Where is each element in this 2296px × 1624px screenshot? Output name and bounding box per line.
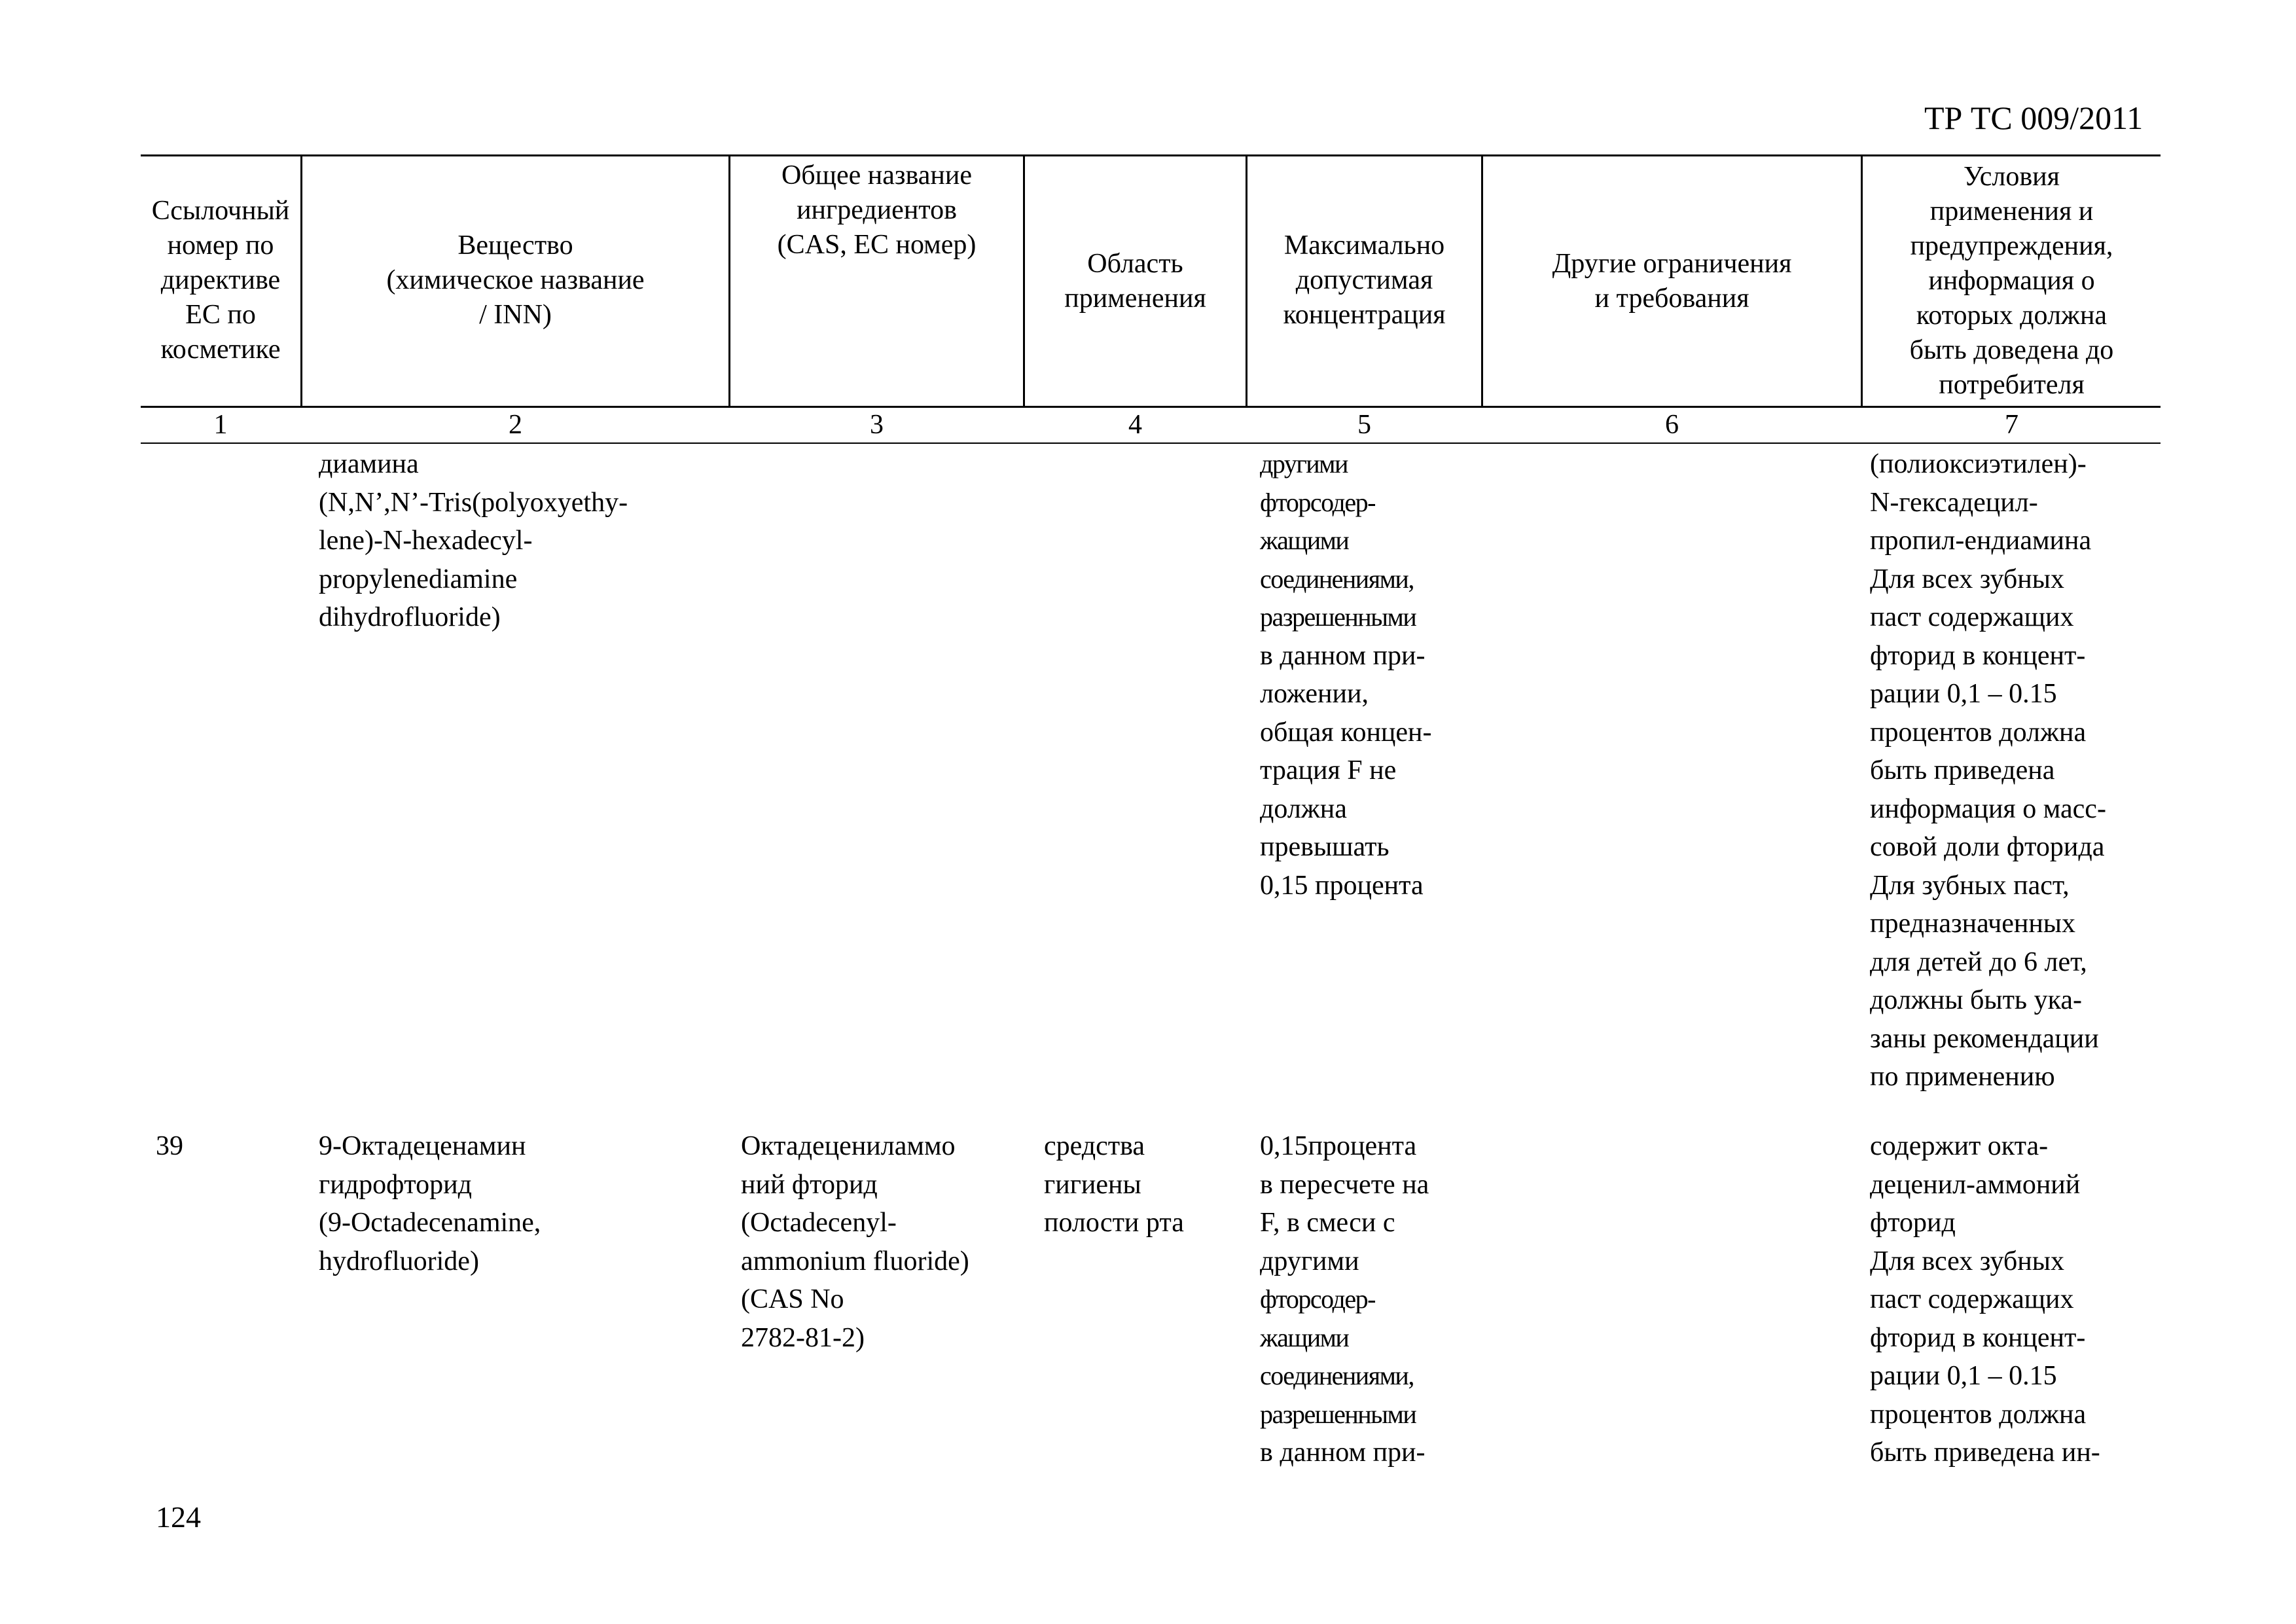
conditions-cell: содержит окта- деценил-аммоний фторид Для всех зубных паст содержащих фторид в концент- рации 0,1 – 0.15 процентов должна быть приведена ин- (1870, 1131, 2100, 1468)
column-number: 5 (1357, 410, 1371, 440)
header-reference-number: Ссылочный номер по директиве ЕС по косметике (151, 195, 290, 365)
column-number: 1 (213, 410, 228, 440)
column-number: 2 (509, 410, 522, 440)
substance-cell: 9-Октадеценамин гидрофторид (9-Octadecenamine, hydrofluoride) (319, 1131, 541, 1276)
header-max-concentration: Максимально допустимая концентрация (1283, 230, 1446, 330)
header-conditions-warnings: Условия применения и предупреждения, информация о которых должна быть доведена до потребителя (1909, 162, 2114, 400)
column-number: 6 (1665, 410, 1679, 440)
page-number: 124 (156, 1500, 201, 1534)
reference-number-cell: 39 (156, 1131, 183, 1161)
header-substance: Вещество (химическое название / INN) (386, 230, 645, 330)
conditions-cell: (полиоксиэтилен)- N-гексадецил- пропил-ендиамина Для всех зубных паст содержащих фторид в концент- рации 0,1 – 0.15 процентов должна быть приведена информация о масс- совой доли фторида Для зубных паст, предназначенных для детей до 6 лет, должны быть ука- заны рекомендации по применению (1870, 449, 2106, 1092)
area-of-use-cell: средства гигиены полости рта (1044, 1131, 1184, 1238)
header-area-of-use: Область применения (1064, 249, 1206, 314)
header-bottom-border (141, 406, 2161, 408)
max-concentration-cell: 0,15процента в пересчете на F, в смеси с другими фторсодер- жащими соединениями, разрешенными в данном при- (1260, 1131, 1429, 1468)
substance-cell: диамина (N,N’,N’-Tris(polyoxyethy- lene)-N-hexadecyl- propylenediamine dihydrofluoride) (319, 449, 628, 632)
common-name-cell: Октадецениламмо ний фторид (Octadecenyl- ammonium fluoride) (CAS No 2782-81-2) (741, 1131, 969, 1353)
column-number: 4 (1128, 410, 1142, 440)
column-number-bottom-border (141, 442, 2161, 444)
table-top-border (141, 154, 2161, 156)
column-number: 3 (870, 410, 884, 440)
header-other-restrictions: Другие ограничения и требования (1552, 249, 1792, 314)
column-number: 7 (2005, 410, 2018, 440)
header-common-name: Общее название ингредиентов (CAS, ЕС номер) (777, 160, 977, 260)
document-code: ТР ТС 009/2011 (1924, 99, 2144, 136)
max-concentration-cell: другими фторсодер- жащими соединениями, разрешенными в данном при- ложении, общая концен- трация F не должна превышать 0,15 процента (1260, 449, 1432, 901)
